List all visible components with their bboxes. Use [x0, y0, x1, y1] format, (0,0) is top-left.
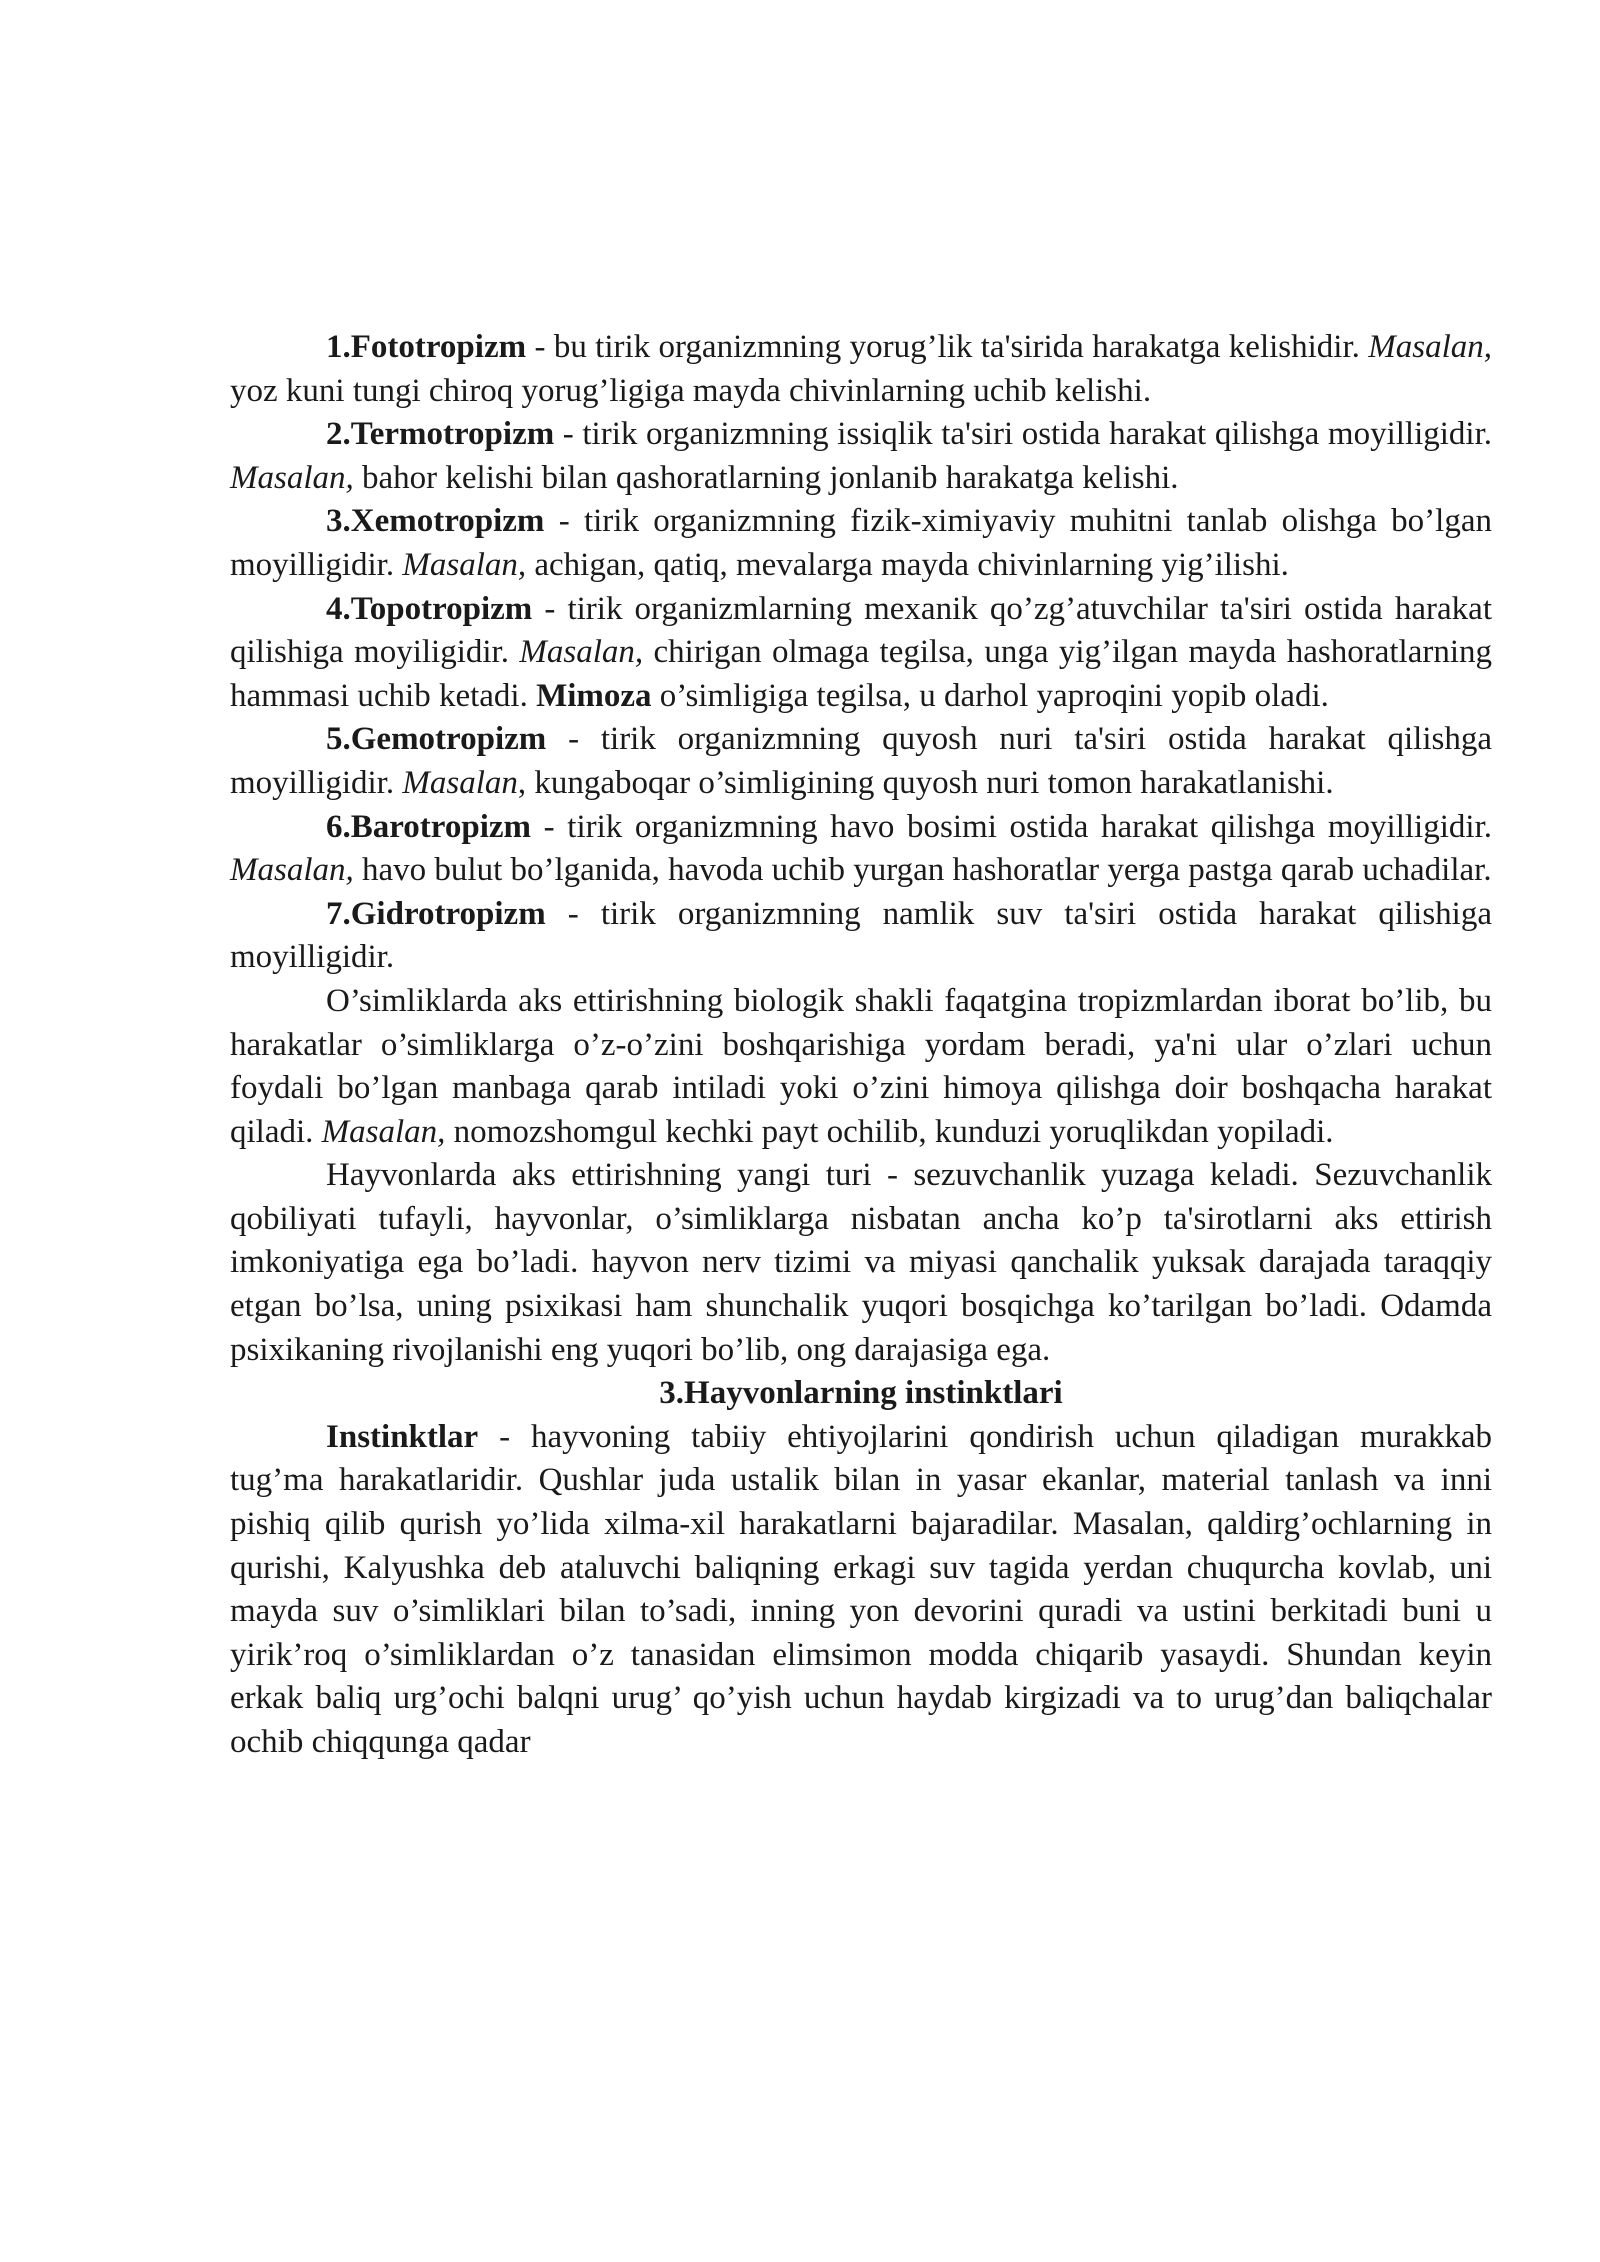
document-page	[230, 326, 1492, 1765]
example-label: Masalan,	[230, 852, 354, 889]
paragraph-instinct	[230, 1416, 1492, 1765]
paragraph-animals: Hayvonlarda aks ettirishning yangi turi - sezuvchanlik yuzaga keladi. Sezuvchanlik qobiliyati tufayli, hayvonlar, o’simliklarga nisbatan ancha ko’p ta'sirotlarni aks ettirish imkoniyatiga ega bo’ladi. hayvon nerv tizimi va miyasi qanchalik yuksak darajada taraqqiy etgan bo’lsa, uning psixikasi ham shunchalik yuqori bosqichga ko’tarilgan bo’ladi. Odamda psixikaning rivojlanishi eng yuqori bo’lib, ong darajasiga ega.	[230, 1157, 1492, 1368]
definition-text: - tirik organizmning fizik-ximiyaviy muhitni tanlab olishga bo’lgan moyilligidir.	[230, 503, 1492, 583]
example-label: Masalan	[402, 764, 518, 801]
term-topotropizm: 4.Topotropizm	[326, 590, 533, 627]
definition-text: - tirik organizmning quyosh nuri ta'siri ostida harakat qilishga moyilligidir.	[230, 721, 1492, 801]
term-barotropizm: 6.Barotropizm	[326, 808, 532, 845]
example-label: Masalan,	[1368, 329, 1492, 365]
example-label: Masalan,	[519, 634, 644, 671]
term-instinktlar: Instinktlar	[326, 1418, 479, 1455]
paragraph-gemotropizm	[230, 718, 1492, 805]
term-gemotropizm: 5.Gemotropizm	[326, 721, 547, 758]
definition-text: - tirik organizmlarning mexanik qo’zg’atuvchilar ta'siri ostida harakat qilishiga moyiligidir.	[230, 590, 1492, 671]
definition-text: - tirik organizmning havo bosimi ostida harakat qilishga moyilligidir.	[531, 808, 1492, 845]
definition-text: - tirik organizmning namlik suv ta'siri ostida harakat qilishiga moyilligidir.	[230, 895, 1492, 976]
paragraph-fototropizm	[230, 326, 1492, 413]
term-mimoza: Mimoza	[536, 677, 652, 714]
example-text: chirigan olmaga tegilsa, unga yig’ilgan mayda hashoratlarning hammasi uchib ketadi.	[230, 634, 1492, 714]
term-gidrotropizm: 7.Gidrotropizm	[326, 895, 546, 932]
paragraph-gidrotropizm	[230, 893, 1492, 980]
example-text: yoz kuni tungi chiroq yorug’ligiga mayda chivinlarning uchib kelishi.	[230, 372, 1152, 409]
paragraph-barotropizm	[230, 806, 1492, 893]
term-fototropizm: 1.Fototropizm	[326, 329, 527, 365]
definition-text: - bu tirik organizmning yorug’lik ta'sirida harakatga kelishidir.	[526, 329, 1369, 365]
example-text: bahor kelishi bilan qashoratlarning jonlanib harakatga kelishi.	[353, 459, 1179, 496]
section-heading: 3.Hayvonlarning instinktlari	[659, 1375, 1063, 1412]
example-text: nomozshomgul kechki payt ochilib, kunduzi yoruqlikdan yopiladi.	[445, 1113, 1334, 1150]
paragraph-xemotropizm	[230, 500, 1492, 587]
paragraph-plants	[230, 980, 1492, 1154]
example-label: Masalan,	[321, 1113, 446, 1150]
body-text: - hayvoning tabiiy ehtiyojlarini qondirish uchun qiladigan murakkab tug’ma harakatlaridir. Qushlar juda ustalik bilan in yasar ekanlar, material tanlash va inni pishiq qilib qurish yo’lida xilma-xil harakatlarni bajaradilar. Masalan, qaldirg’ochlarning in qurishi, Kalyushka deb ataluvchi baliqning erkagi suv tagida yerdan chuqurcha kovlab, uni mayda suv o’simliklari bilan to’sadi, inning yon devorini quradi va ustini berkitadi buni u yirik’roq o’simliklardan o’z tanasidan elimsimon modda chiqarib yasaydi. Shundan keyin erkak baliq urg’ochi balqni urug’ qo’yish uchun haydab kirgizadi va to urug’dan baliqchalar ochib chiqqunga qadar	[230, 1418, 1492, 1760]
term-xemotropizm: 3.Xemotropizm	[326, 503, 545, 540]
example-text-continued: o’simligiga tegilsa, u darhol yaproqini yopib oladi.	[651, 677, 1329, 714]
example-text: havo bulut bo’lganida, havoda uchib yurgan hashoratlar yerga pastga qarab uchadilar.	[353, 852, 1492, 889]
body-text: O’simliklarda aks ettirishning biologik shakli faqatgina tropizmlardan iborat bo’lib, bu harakatlar o’simliklarga o’z-o’zini boshqarishiga yordam beradi, ya'ni ular o’zlari uchun foydali bo’lgan manbaga qarab intiladi yoki o’zini himoya qilishga doir boshqacha harakat qiladi.	[230, 982, 1492, 1150]
example-label: Masalan,	[402, 546, 527, 583]
example-text: , kungaboqar o’simligining quyosh nuri tomon harakatlanishi.	[517, 764, 1334, 801]
definition-text: - tirik organizmning issiqlik ta'siri ostida harakat qilishga moyilligidir.	[554, 416, 1492, 453]
example-label: Masalan,	[230, 459, 354, 496]
paragraph-termotropizm	[230, 413, 1492, 500]
term-termotropizm: 2.Termotropizm	[326, 416, 555, 453]
example-text: achigan, qatiq, mevalarga mayda chivinlarning yig’ilishi.	[526, 546, 1289, 583]
paragraph-topotropizm	[230, 588, 1492, 719]
